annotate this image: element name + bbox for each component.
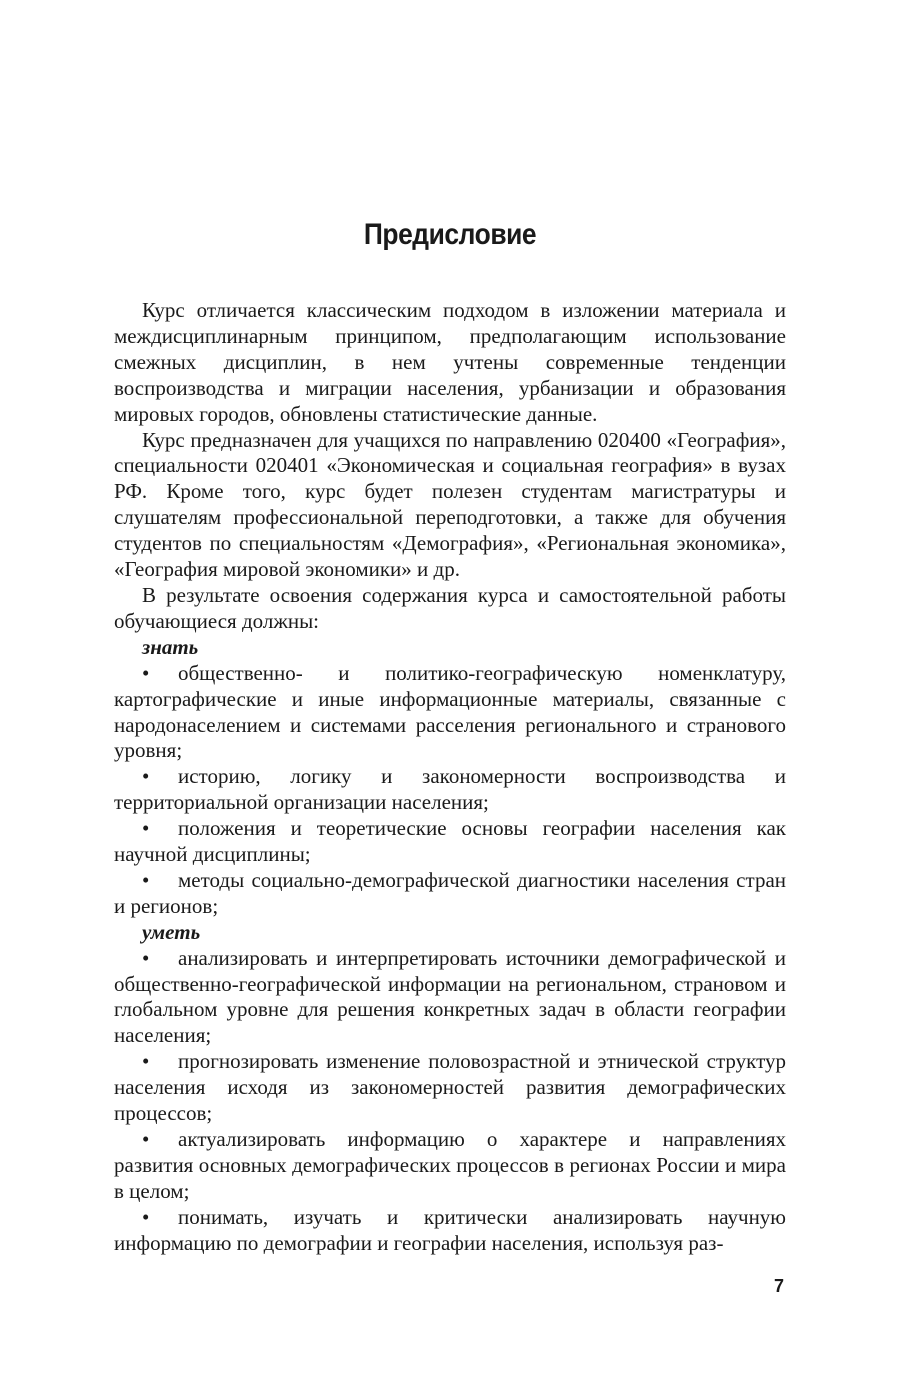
bullet-icon: • (142, 816, 150, 841)
list-item-text: прогнозировать изменение половозрастной и этнической структур населения исходя из закономерностей развития демографических процессов; (114, 1049, 786, 1126)
list-item (114, 946, 786, 1050)
list-item-text: общественно- и политико-географическую номенклатуру, картографические и иные информационные материалы, связанные с народонаселением и системами расселения регионального и странового уровня; (114, 660, 786, 763)
bullet-icon: • (142, 660, 150, 685)
can-heading: уметь (142, 919, 201, 944)
page-title: Предисловие (363, 218, 537, 251)
paragraph: Курс предназначен для учащихся по направлению 020400 «География», специальности 020401 «Экономическая и социальная география» в вузах РФ. Кроме того, курс будет полезен студентам магистратуры и слушателям профессиональной переподготовки, а также для обучения студентов по специальностям «Демография», «Региональная экономика», «География мировой экономики» и др. (114, 427, 786, 582)
page-number: 7 (774, 1276, 785, 1296)
page-body (114, 298, 786, 1257)
list-item (114, 661, 786, 765)
list-item-text: методы социально-демографической диагностики населения стран и регионов; (114, 867, 786, 918)
paragraph: В результате освоения содержания курса и самостоятельной работы обучающиеся должны: (114, 582, 786, 633)
bullet-icon: • (142, 1127, 150, 1151)
bullet-icon: • (142, 945, 150, 970)
list-item (114, 1205, 786, 1257)
list-item (114, 816, 786, 868)
list-item-text: актуализировать информацию о характере и направлениях развития основных демографических процессов в регионах России и мира в целом; (114, 1127, 786, 1203)
bullet-icon: • (142, 867, 150, 892)
list-item-text: положения и теоретические основы географии населения как научной дисциплины; (114, 816, 786, 867)
bullet-icon: • (142, 764, 150, 789)
list-item (114, 1049, 786, 1127)
paragraph: Курс отличается классическим подходом в изложении материала и междисциплинарным принципом, предполагающим использование смежных дисциплин, в нем учтены современные тенденции воспроизводства и миграции населения, урбанизации и образования мировых городов, обновлены статистические данные. (114, 298, 786, 426)
list-item-text: анализировать и интерпретировать источники демографической и общественно-географической информации на региональном, страновом и глобальном уровне для решения конкретных задач в области географии населения; (114, 945, 786, 1048)
list-item-text: историю, логику и закономерности воспроизводства и территориальной организации населения; (114, 764, 786, 815)
bullet-icon: • (142, 1049, 150, 1074)
list-item (114, 764, 786, 816)
know-heading: знать (142, 634, 199, 659)
list-item (114, 868, 786, 920)
know-list (114, 661, 786, 920)
list-item-text: понимать, изучать и критически анализировать научную информацию по демографии и географии населения, используя раз- (114, 1204, 786, 1255)
can-list (114, 946, 786, 1257)
list-item (114, 1127, 786, 1205)
bullet-icon: • (142, 1204, 150, 1229)
